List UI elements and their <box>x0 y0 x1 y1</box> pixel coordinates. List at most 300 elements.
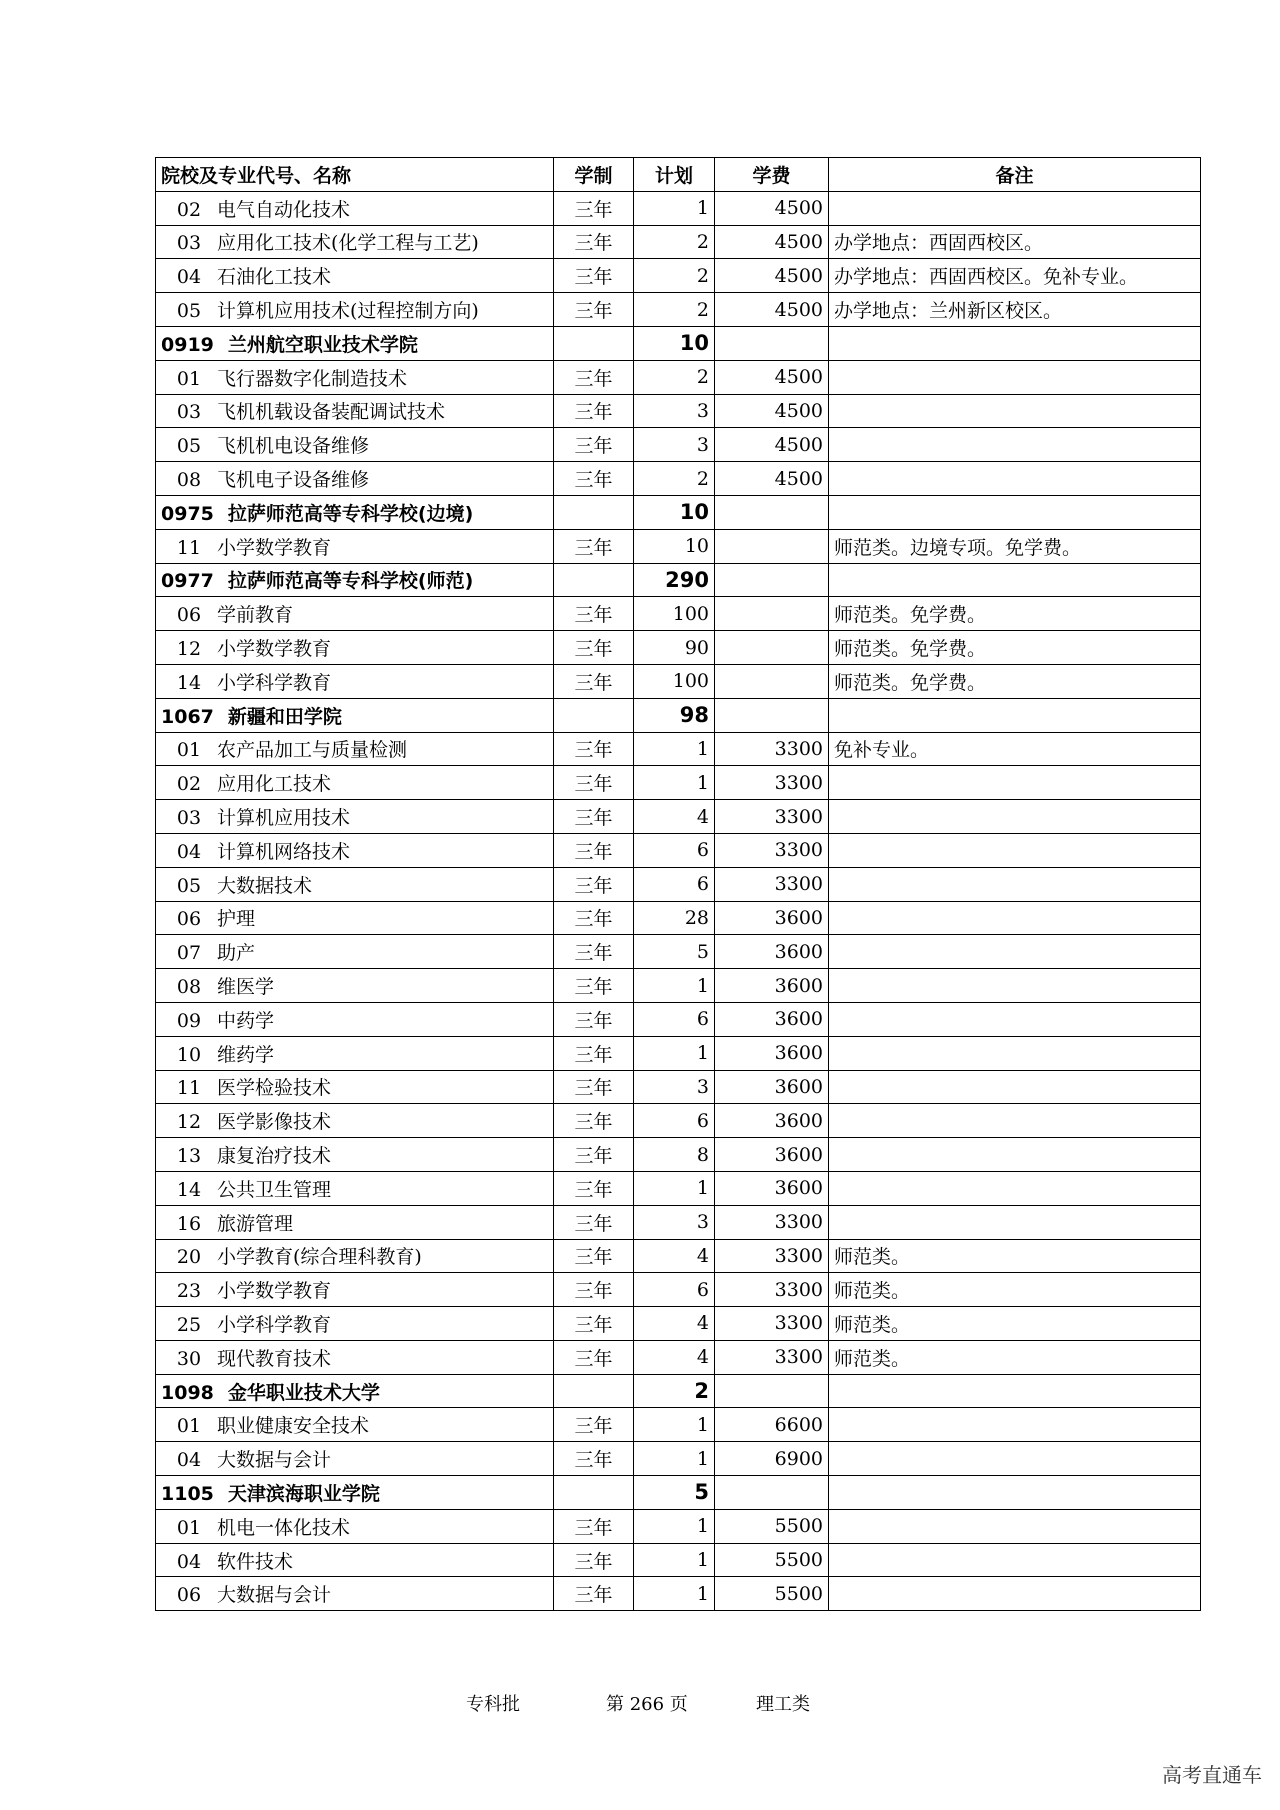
notes-cell: 师范类。 <box>829 1307 1201 1341</box>
major-row <box>156 1036 1201 1070</box>
major-row <box>156 901 1201 935</box>
tuition-cell: 4500 <box>715 191 829 225</box>
major-row <box>156 1408 1201 1442</box>
name: 护理 <box>217 908 256 931</box>
table-body <box>156 191 1201 1610</box>
tuition-cell: 4500 <box>715 462 829 496</box>
code: 04 <box>176 1550 202 1573</box>
name-cell <box>156 1442 554 1476</box>
major-row <box>156 1171 1201 1205</box>
name: 机电一体化技术 <box>217 1516 351 1539</box>
major-row <box>156 1273 1201 1307</box>
tuition-cell <box>715 1476 829 1510</box>
tuition-cell: 4500 <box>715 259 829 293</box>
duration-cell: 三年 <box>554 225 634 259</box>
name: 计算机应用技术 <box>217 807 351 830</box>
name-cell <box>156 1171 554 1205</box>
notes-cell: 办学地点：西固西校区。免补专业。 <box>829 259 1201 293</box>
name-cell <box>156 1307 554 1341</box>
name: 小学数学教育 <box>217 536 332 559</box>
notes-cell <box>829 1138 1201 1172</box>
name: 软件技术 <box>217 1550 294 1573</box>
name: 应用化工技术 <box>217 773 332 796</box>
notes-cell <box>829 428 1201 462</box>
code: 1067 <box>161 705 214 728</box>
major-row <box>156 1205 1201 1239</box>
code: 04 <box>176 840 202 863</box>
name: 中药学 <box>217 1009 275 1032</box>
major-row <box>156 462 1201 496</box>
plan-cell: 3 <box>634 1070 715 1104</box>
name-cell <box>156 495 554 529</box>
notes-cell <box>829 360 1201 394</box>
major-row <box>156 1442 1201 1476</box>
name-cell <box>156 1239 554 1273</box>
code: 06 <box>176 908 202 931</box>
plan-cell: 3 <box>634 1205 715 1239</box>
header-name: 院校及专业代号、名称 <box>156 158 554 192</box>
tuition-cell: 3300 <box>715 766 829 800</box>
notes-cell: 师范类。免学费。 <box>829 597 1201 631</box>
major-row <box>156 833 1201 867</box>
plan-cell: 6 <box>634 867 715 901</box>
name: 小学科学教育 <box>217 1313 332 1336</box>
enrollment-plan-table <box>155 157 1201 1611</box>
code: 04 <box>176 266 202 289</box>
duration-cell: 三年 <box>554 1205 634 1239</box>
duration-cell: 三年 <box>554 394 634 428</box>
notes-cell <box>829 495 1201 529</box>
notes-cell <box>829 1442 1201 1476</box>
footer-batch: 专科批 <box>466 1694 520 1715</box>
name-cell <box>156 259 554 293</box>
code: 04 <box>176 1449 202 1472</box>
notes-cell: 师范类。免学费。 <box>829 631 1201 665</box>
name: 小学教育(综合理科教育) <box>217 1246 422 1269</box>
code: 14 <box>176 1178 202 1201</box>
name: 农产品加工与质量检测 <box>217 739 408 762</box>
name: 飞机机电设备维修 <box>217 435 370 458</box>
name: 医学检验技术 <box>217 1077 332 1100</box>
plan-cell: 1 <box>634 1442 715 1476</box>
duration-cell: 三年 <box>554 360 634 394</box>
notes-cell: 办学地点：西固西校区。 <box>829 225 1201 259</box>
name-cell <box>156 901 554 935</box>
tuition-cell <box>715 495 829 529</box>
name-cell <box>156 1205 554 1239</box>
plan-cell: 1 <box>634 969 715 1003</box>
tuition-cell: 3300 <box>715 1205 829 1239</box>
name-cell <box>156 597 554 631</box>
notes-cell: 免补专业。 <box>829 732 1201 766</box>
tuition-cell: 3600 <box>715 935 829 969</box>
name-cell <box>156 293 554 327</box>
name-cell <box>156 563 554 597</box>
tuition-cell <box>715 563 829 597</box>
name: 助产 <box>217 942 256 965</box>
name-cell <box>156 1509 554 1543</box>
name-cell <box>156 833 554 867</box>
major-row <box>156 1002 1201 1036</box>
name-cell <box>156 529 554 563</box>
notes-cell <box>829 1476 1201 1510</box>
name: 天津滨海职业学院 <box>227 1482 380 1505</box>
name-cell <box>156 800 554 834</box>
duration-cell: 三年 <box>554 1577 634 1611</box>
duration-cell: 三年 <box>554 1239 634 1273</box>
code: 03 <box>176 401 202 424</box>
notes-cell: 师范类。 <box>829 1273 1201 1307</box>
code: 09 <box>176 1009 202 1032</box>
code: 1105 <box>161 1482 214 1505</box>
major-row <box>156 867 1201 901</box>
name-cell <box>156 935 554 969</box>
name-cell <box>156 867 554 901</box>
plan-cell: 1 <box>634 1577 715 1611</box>
code: 08 <box>176 469 202 492</box>
header-notes: 备注 <box>829 158 1201 192</box>
name-cell <box>156 1138 554 1172</box>
code: 01 <box>176 367 202 390</box>
name-cell <box>156 1340 554 1374</box>
tuition-cell: 3300 <box>715 1307 829 1341</box>
code: 06 <box>176 604 202 627</box>
plan-cell: 1 <box>634 1509 715 1543</box>
major-row <box>156 428 1201 462</box>
notes-cell <box>829 1509 1201 1543</box>
tuition-cell: 3300 <box>715 1273 829 1307</box>
major-row <box>156 1577 1201 1611</box>
code: 01 <box>176 739 202 762</box>
tuition-cell: 4500 <box>715 225 829 259</box>
plan-cell: 28 <box>634 901 715 935</box>
tuition-cell: 3300 <box>715 1239 829 1273</box>
name: 公共卫生管理 <box>217 1178 332 1201</box>
duration-cell: 三年 <box>554 833 634 867</box>
major-row <box>156 664 1201 698</box>
notes-cell <box>829 1002 1201 1036</box>
duration-cell: 三年 <box>554 631 634 665</box>
notes-cell <box>829 1408 1201 1442</box>
plan-cell: 4 <box>634 1340 715 1374</box>
notes-cell <box>829 935 1201 969</box>
tuition-cell: 3600 <box>715 1070 829 1104</box>
plan-cell: 1 <box>634 766 715 800</box>
duration-cell: 三年 <box>554 664 634 698</box>
name-cell <box>156 360 554 394</box>
code: 03 <box>176 807 202 830</box>
institution-row <box>156 495 1201 529</box>
name: 飞行器数字化制造技术 <box>217 367 408 390</box>
code: 06 <box>176 1584 202 1607</box>
duration-cell <box>554 698 634 732</box>
major-row <box>156 732 1201 766</box>
code: 11 <box>176 1077 202 1100</box>
name-cell <box>156 428 554 462</box>
plan-cell: 10 <box>634 495 715 529</box>
name: 旅游管理 <box>217 1212 294 1235</box>
tuition-cell: 4500 <box>715 293 829 327</box>
name-cell <box>156 1036 554 1070</box>
name-cell <box>156 394 554 428</box>
name: 计算机网络技术 <box>217 840 351 863</box>
code: 13 <box>176 1145 202 1167</box>
plan-cell: 4 <box>634 1307 715 1341</box>
header-plan: 计划 <box>634 158 715 192</box>
duration-cell: 三年 <box>554 1036 634 1070</box>
notes-cell <box>829 1036 1201 1070</box>
code: 1098 <box>161 1381 214 1404</box>
plan-cell: 90 <box>634 631 715 665</box>
plan-cell: 6 <box>634 1104 715 1138</box>
major-row <box>156 1104 1201 1138</box>
code: 05 <box>176 300 202 323</box>
institution-row <box>156 326 1201 360</box>
plan-cell: 1 <box>634 191 715 225</box>
plan-cell: 2 <box>634 462 715 496</box>
name: 学前教育 <box>217 604 294 627</box>
duration-cell: 三年 <box>554 969 634 1003</box>
duration-cell: 三年 <box>554 901 634 935</box>
plan-cell: 1 <box>634 1543 715 1577</box>
tuition-cell: 3600 <box>715 1104 829 1138</box>
plan-cell: 4 <box>634 800 715 834</box>
tuition-cell: 3600 <box>715 901 829 935</box>
tuition-cell: 6900 <box>715 1442 829 1476</box>
plan-cell: 1 <box>634 1408 715 1442</box>
code: 05 <box>176 435 202 458</box>
notes-cell <box>829 394 1201 428</box>
tuition-cell: 3600 <box>715 1138 829 1172</box>
duration-cell: 三年 <box>554 1002 634 1036</box>
tuition-cell <box>715 664 829 698</box>
duration-cell: 三年 <box>554 1307 634 1341</box>
name: 职业健康安全技术 <box>217 1415 370 1438</box>
tuition-cell: 3300 <box>715 833 829 867</box>
name-cell <box>156 1002 554 1036</box>
plan-cell: 5 <box>634 935 715 969</box>
duration-cell: 三年 <box>554 1442 634 1476</box>
plan-cell: 1 <box>634 1171 715 1205</box>
notes-cell: 师范类。免学费。 <box>829 664 1201 698</box>
name-cell <box>156 1374 554 1408</box>
tuition-cell <box>715 597 829 631</box>
header-duration: 学制 <box>554 158 634 192</box>
name: 计算机应用技术(过程控制方向) <box>217 300 479 323</box>
name: 大数据与会计 <box>217 1449 332 1472</box>
duration-cell: 三年 <box>554 1138 634 1172</box>
major-row <box>156 597 1201 631</box>
name-cell <box>156 225 554 259</box>
duration-cell: 三年 <box>554 462 634 496</box>
name-cell <box>156 1070 554 1104</box>
duration-cell <box>554 563 634 597</box>
notes-cell <box>829 326 1201 360</box>
tuition-cell: 3300 <box>715 1340 829 1374</box>
plan-cell: 290 <box>634 563 715 597</box>
plan-cell: 100 <box>634 664 715 698</box>
tuition-cell: 5500 <box>715 1509 829 1543</box>
name: 飞机电子设备维修 <box>217 469 370 492</box>
name: 小学科学教育 <box>217 671 332 694</box>
notes-cell <box>829 833 1201 867</box>
notes-cell <box>829 191 1201 225</box>
duration-cell: 三年 <box>554 800 634 834</box>
major-row <box>156 1340 1201 1374</box>
notes-cell <box>829 766 1201 800</box>
duration-cell: 三年 <box>554 1070 634 1104</box>
major-row <box>156 935 1201 969</box>
footer-category: 理工类 <box>756 1694 810 1715</box>
code: 05 <box>176 874 202 897</box>
major-row <box>156 969 1201 1003</box>
code: 08 <box>176 976 202 999</box>
tuition-cell <box>715 529 829 563</box>
major-row <box>156 191 1201 225</box>
code: 20 <box>176 1246 202 1269</box>
institution-row <box>156 1374 1201 1408</box>
plan-cell: 1 <box>634 732 715 766</box>
code: 12 <box>176 638 202 661</box>
duration-cell: 三年 <box>554 191 634 225</box>
footer-page-number: 第 266 页 <box>606 1694 688 1715</box>
name: 康复治疗技术 <box>217 1145 332 1167</box>
plan-cell: 98 <box>634 698 715 732</box>
duration-cell <box>554 1476 634 1510</box>
name-cell <box>156 191 554 225</box>
institution-row <box>156 563 1201 597</box>
name-cell <box>156 1543 554 1577</box>
code: 02 <box>176 773 202 796</box>
name: 医学影像技术 <box>217 1111 332 1134</box>
notes-cell: 师范类。边境专项。免学费。 <box>829 529 1201 563</box>
tuition-cell: 5500 <box>715 1543 829 1577</box>
notes-cell <box>829 462 1201 496</box>
code: 11 <box>176 536 202 559</box>
name: 石油化工技术 <box>217 266 332 289</box>
name: 飞机机载设备装配调试技术 <box>217 401 446 424</box>
major-row <box>156 225 1201 259</box>
duration-cell <box>554 326 634 360</box>
name: 新疆和田学院 <box>227 705 342 728</box>
notes-cell <box>829 1374 1201 1408</box>
name: 维药学 <box>217 1043 275 1066</box>
duration-cell <box>554 495 634 529</box>
name: 应用化工技术(化学工程与工艺) <box>217 232 479 255</box>
code: 25 <box>176 1313 202 1336</box>
notes-cell <box>829 1171 1201 1205</box>
duration-cell: 三年 <box>554 1509 634 1543</box>
major-row <box>156 766 1201 800</box>
plan-cell: 1 <box>634 1036 715 1070</box>
plan-cell: 5 <box>634 1476 715 1510</box>
tuition-cell <box>715 631 829 665</box>
major-row <box>156 529 1201 563</box>
plan-cell: 4 <box>634 1239 715 1273</box>
notes-cell: 师范类。 <box>829 1239 1201 1273</box>
notes-cell: 办学地点：兰州新区校区。 <box>829 293 1201 327</box>
plan-cell: 10 <box>634 326 715 360</box>
name: 拉萨师范高等专科学校(边境) <box>227 502 474 525</box>
duration-cell: 三年 <box>554 935 634 969</box>
notes-cell <box>829 1070 1201 1104</box>
notes-cell <box>829 901 1201 935</box>
tuition-cell: 6600 <box>715 1408 829 1442</box>
notes-cell <box>829 1104 1201 1138</box>
name: 电气自动化技术 <box>217 198 351 221</box>
code: 01 <box>176 1516 202 1539</box>
name: 大数据技术 <box>217 874 313 897</box>
code: 0977 <box>161 570 214 593</box>
code: 12 <box>176 1111 202 1134</box>
plan-cell: 3 <box>634 394 715 428</box>
major-row <box>156 1307 1201 1341</box>
plan-cell: 2 <box>634 259 715 293</box>
tuition-cell: 3300 <box>715 732 829 766</box>
notes-cell: 师范类。 <box>829 1340 1201 1374</box>
name: 大数据与会计 <box>217 1584 332 1607</box>
name-cell <box>156 698 554 732</box>
code: 01 <box>176 1415 202 1438</box>
major-row <box>156 1138 1201 1172</box>
tuition-cell: 4500 <box>715 428 829 462</box>
duration-cell: 三年 <box>554 867 634 901</box>
code: 02 <box>176 198 202 221</box>
tuition-cell: 4500 <box>715 394 829 428</box>
major-row <box>156 293 1201 327</box>
name-cell <box>156 664 554 698</box>
tuition-cell <box>715 326 829 360</box>
duration-cell: 三年 <box>554 1171 634 1205</box>
notes-cell <box>829 1205 1201 1239</box>
notes-cell <box>829 1577 1201 1611</box>
plan-cell: 2 <box>634 360 715 394</box>
name: 金华职业技术大学 <box>227 1381 380 1404</box>
major-row <box>156 631 1201 665</box>
tuition-cell: 3600 <box>715 1002 829 1036</box>
name-cell <box>156 1577 554 1611</box>
name: 维医学 <box>217 976 275 999</box>
tuition-cell: 5500 <box>715 1577 829 1611</box>
name-cell <box>156 326 554 360</box>
duration-cell: 三年 <box>554 732 634 766</box>
duration-cell: 三年 <box>554 529 634 563</box>
duration-cell <box>554 1374 634 1408</box>
major-row <box>156 1543 1201 1577</box>
major-row <box>156 800 1201 834</box>
name: 兰州航空职业技术学院 <box>227 333 418 356</box>
name-cell <box>156 766 554 800</box>
duration-cell: 三年 <box>554 1543 634 1577</box>
notes-cell <box>829 1543 1201 1577</box>
table-header-row <box>156 158 1201 192</box>
duration-cell: 三年 <box>554 1104 634 1138</box>
major-row <box>156 360 1201 394</box>
plan-cell: 6 <box>634 1002 715 1036</box>
plan-cell: 6 <box>634 1273 715 1307</box>
tuition-cell: 3600 <box>715 1036 829 1070</box>
duration-cell: 三年 <box>554 766 634 800</box>
name-cell <box>156 462 554 496</box>
name-cell <box>156 1476 554 1510</box>
plan-cell: 2 <box>634 1374 715 1408</box>
major-row <box>156 1239 1201 1273</box>
tuition-cell <box>715 698 829 732</box>
notes-cell <box>829 969 1201 1003</box>
notes-cell <box>829 867 1201 901</box>
name-cell <box>156 1104 554 1138</box>
plan-cell: 2 <box>634 293 715 327</box>
